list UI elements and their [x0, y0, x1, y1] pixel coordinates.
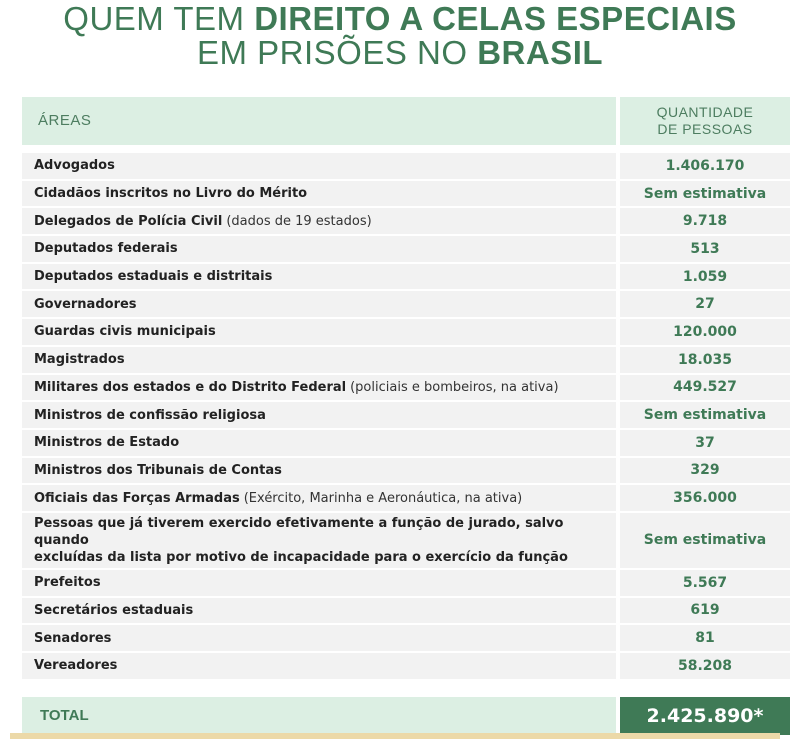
table-row [22, 652, 790, 680]
row-value: Sem estimativa [620, 513, 790, 568]
table-row-jurado [22, 512, 790, 569]
row-label-text: Delegados de Polícia Civil [34, 213, 223, 229]
row-label-note: (policiais e bombeiros, na ativa) [350, 379, 559, 395]
row-label-line-1: Pessoas que já tiverem exercido efetivamente a função de jurado, salvo quando [34, 515, 564, 548]
title-line-2-prefix: EM PRISÕES NO [196, 34, 478, 71]
table-row [22, 290, 790, 318]
row-label [22, 347, 616, 373]
row-label [22, 485, 616, 511]
row-label [22, 402, 616, 428]
row-label [22, 319, 616, 345]
row-label [22, 153, 616, 179]
row-label-text: Deputados estaduais e distritais [34, 269, 273, 285]
row-value: 513 [620, 236, 790, 262]
table-row [22, 484, 790, 512]
table-row [22, 318, 790, 346]
row-value: 449.527 [620, 375, 790, 401]
total-value: 2.425.890* [620, 697, 790, 735]
row-value: 329 [620, 458, 790, 484]
row-label [22, 570, 616, 596]
row-label-text: Oficiais das Forças Armadas [34, 490, 240, 506]
row-label-text: Senadores [34, 630, 112, 646]
row-label [22, 291, 616, 317]
row-value: 9.718 [620, 208, 790, 234]
table-header [22, 97, 790, 145]
row-value: 37 [620, 430, 790, 456]
row-label [22, 653, 616, 679]
row-label [22, 458, 616, 484]
row-label [22, 208, 616, 234]
row-value: 1.059 [620, 264, 790, 290]
table-body [22, 152, 790, 680]
bottom-accent-bar [10, 733, 780, 739]
table-row [22, 207, 790, 235]
table-row [22, 569, 790, 597]
total-row [22, 697, 790, 735]
row-value: 27 [620, 291, 790, 317]
row-label-text: Governadores [34, 296, 137, 312]
header-quantity-line-2: DE PESSOAS [657, 121, 753, 137]
row-value: Sem estimativa [620, 181, 790, 207]
title-line-1-prefix: QUEM TEM [63, 0, 255, 37]
header-quantity [620, 97, 790, 145]
row-label-note: (Exército, Marinha e Aeronáutica, na ativa) [243, 490, 523, 506]
row-value: 120.000 [620, 319, 790, 345]
row-label [22, 513, 616, 568]
title-line-2-highlight: BRASIL [477, 34, 604, 71]
row-label-text: Vereadores [34, 658, 118, 674]
row-label-text: Deputados federais [34, 241, 178, 257]
total-label: TOTAL [22, 697, 616, 735]
row-label-text: Magistrados [34, 352, 125, 368]
row-label [22, 625, 616, 651]
table-row [22, 597, 790, 625]
header-quantity-line-1: QUANTIDADE [656, 104, 754, 120]
table-row [22, 263, 790, 291]
table-row [22, 429, 790, 457]
table-row [22, 346, 790, 374]
table-row [22, 401, 790, 429]
row-label-text: Secretários estaduais [34, 602, 194, 618]
row-label-text: Cidadãos inscritos no Livro do Mérito [34, 186, 308, 202]
row-value: 5.567 [620, 570, 790, 596]
row-label-text: Ministros de confissão religiosa [34, 407, 266, 423]
table-row [22, 180, 790, 208]
table-row [22, 235, 790, 263]
row-label [22, 236, 616, 262]
row-label-text: Prefeitos [34, 575, 101, 591]
row-label [22, 264, 616, 290]
row-label [22, 430, 616, 456]
row-label [22, 375, 616, 401]
row-label-text: Guardas civis municipais [34, 324, 216, 340]
row-value: 1.406.170 [620, 153, 790, 179]
title-line-1 [0, 2, 800, 36]
row-value: 81 [620, 625, 790, 651]
row-label-text: Ministros de Estado [34, 435, 180, 451]
row-label-text: Ministros dos Tribunais de Contas [34, 462, 282, 478]
row-value: Sem estimativa [620, 402, 790, 428]
header-areas: ÁREAS [22, 97, 616, 145]
row-label-text: Advogados [34, 158, 115, 174]
title-line-1-highlight: DIREITO A CELAS ESPECIAIS [254, 0, 737, 37]
row-label-note: (dados de 19 estados) [226, 213, 372, 229]
row-value: 619 [620, 598, 790, 624]
table-row [22, 152, 790, 180]
row-value: 356.000 [620, 485, 790, 511]
table-row [22, 457, 790, 485]
table-row [22, 624, 790, 652]
row-label [22, 598, 616, 624]
row-label-line-2: excluídas da lista por motivo de incapacidade para o exercício da função [34, 549, 568, 565]
row-value: 18.035 [620, 347, 790, 373]
row-label-text: Militares dos estados e do Distrito Federal [34, 379, 347, 395]
row-value: 58.208 [620, 653, 790, 679]
table-row [22, 374, 790, 402]
title-line-2 [0, 36, 800, 70]
row-label [22, 181, 616, 207]
